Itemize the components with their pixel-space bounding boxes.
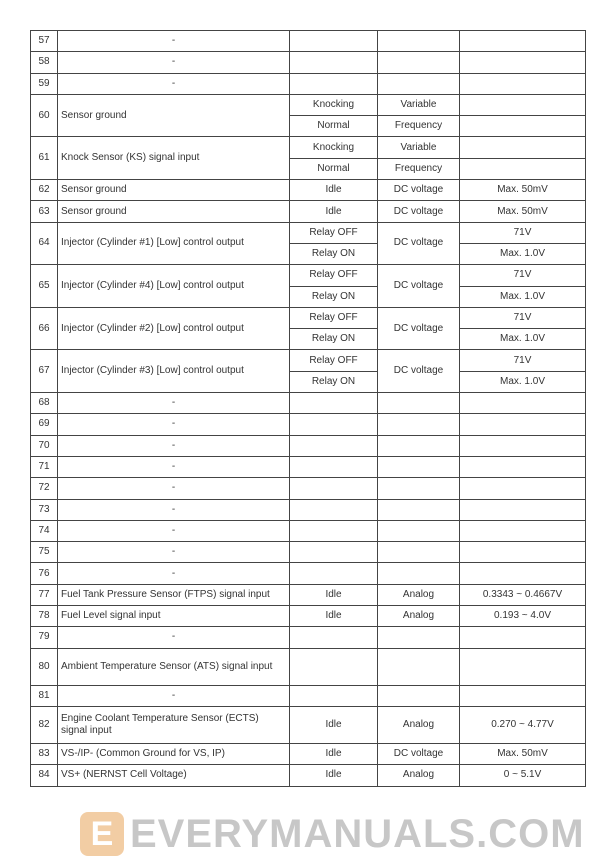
- table-row: [31, 542, 586, 563]
- pin-number: 83: [31, 743, 58, 764]
- condition: [290, 52, 378, 73]
- pin-description: Sensor ground: [58, 201, 290, 222]
- spec-value: Max. 1.0V: [460, 286, 586, 307]
- table-row: [31, 94, 586, 115]
- pin-description: Injector (Cylinder #1) [Low] control output: [58, 222, 290, 265]
- signal-type: Analog: [378, 606, 460, 627]
- signal-type: [378, 563, 460, 584]
- pin-number: 77: [31, 584, 58, 605]
- pin-number: 74: [31, 520, 58, 541]
- signal-type: [378, 542, 460, 563]
- pin-number: 57: [31, 31, 58, 52]
- condition: [290, 435, 378, 456]
- pin-number: 70: [31, 435, 58, 456]
- signal-type: [378, 499, 460, 520]
- table-row: [31, 137, 586, 158]
- pin-description: VS+ (NERNST Cell Voltage): [58, 765, 290, 786]
- condition: Idle: [290, 180, 378, 201]
- pin-description: Injector (Cylinder #2) [Low] control output: [58, 307, 290, 350]
- spec-value: 0 ~ 5.1V: [460, 765, 586, 786]
- pin-description: -: [58, 685, 290, 706]
- spec-value: 71V: [460, 350, 586, 371]
- condition: Idle: [290, 706, 378, 743]
- pin-number: 59: [31, 73, 58, 94]
- condition: [290, 648, 378, 685]
- table-row: [31, 265, 586, 286]
- pin-number: 73: [31, 499, 58, 520]
- pin-number: 81: [31, 685, 58, 706]
- table-row: [31, 201, 586, 222]
- table-row: [31, 606, 586, 627]
- table-row: [31, 765, 586, 786]
- pin-number: 80: [31, 648, 58, 685]
- pin-number: 79: [31, 627, 58, 648]
- pin-number: 62: [31, 180, 58, 201]
- pin-description: Injector (Cylinder #3) [Low] control output: [58, 350, 290, 393]
- signal-type: [378, 685, 460, 706]
- signal-type: [378, 648, 460, 685]
- signal-type: [378, 520, 460, 541]
- pin-description: Sensor ground: [58, 180, 290, 201]
- pin-description: Ambient Temperature Sensor (ATS) signal input: [58, 648, 290, 685]
- pin-number: 69: [31, 414, 58, 435]
- signal-type: [378, 478, 460, 499]
- signal-type: DC voltage: [378, 180, 460, 201]
- signal-type: DC voltage: [378, 350, 460, 393]
- condition: Relay ON: [290, 329, 378, 350]
- condition: [290, 542, 378, 563]
- pin-description: -: [58, 435, 290, 456]
- pin-description: Injector (Cylinder #4) [Low] control output: [58, 265, 290, 308]
- spec-value: Max. 1.0V: [460, 243, 586, 264]
- table-row: [31, 435, 586, 456]
- signal-type: DC voltage: [378, 307, 460, 350]
- signal-type: Frequency: [378, 116, 460, 137]
- watermark-logo-icon: E: [80, 812, 124, 856]
- table-row: [31, 685, 586, 706]
- pin-number: 82: [31, 706, 58, 743]
- condition: [290, 685, 378, 706]
- table-row: [31, 52, 586, 73]
- condition: Relay OFF: [290, 350, 378, 371]
- pin-number: 63: [31, 201, 58, 222]
- signal-type: Analog: [378, 765, 460, 786]
- signal-type: Variable: [378, 137, 460, 158]
- pin-description: -: [58, 627, 290, 648]
- table-row: [31, 456, 586, 477]
- pin-table: [30, 30, 586, 787]
- spec-value: [460, 627, 586, 648]
- signal-type: DC voltage: [378, 743, 460, 764]
- table-row: [31, 393, 586, 414]
- signal-type: [378, 393, 460, 414]
- condition: [290, 393, 378, 414]
- pin-number: 84: [31, 765, 58, 786]
- spec-value: [460, 94, 586, 115]
- condition: Idle: [290, 765, 378, 786]
- pin-description: -: [58, 499, 290, 520]
- spec-value: Max. 1.0V: [460, 371, 586, 392]
- spec-value: Max. 50mV: [460, 201, 586, 222]
- condition: Normal: [290, 158, 378, 179]
- condition: Relay ON: [290, 371, 378, 392]
- table-row: [31, 478, 586, 499]
- signal-type: DC voltage: [378, 201, 460, 222]
- signal-type: Analog: [378, 706, 460, 743]
- signal-type: [378, 52, 460, 73]
- signal-type: Variable: [378, 94, 460, 115]
- pin-description: Sensor ground: [58, 94, 290, 137]
- condition: Idle: [290, 743, 378, 764]
- pin-number: 61: [31, 137, 58, 180]
- table-row: [31, 499, 586, 520]
- signal-type: [378, 73, 460, 94]
- spec-value: [460, 393, 586, 414]
- pin-description: Engine Coolant Temperature Sensor (ECTS) signal input: [58, 706, 290, 743]
- condition: Relay OFF: [290, 222, 378, 243]
- spec-value: 0.3343 ~ 0.4667V: [460, 584, 586, 605]
- spec-value: [460, 478, 586, 499]
- condition: Normal: [290, 116, 378, 137]
- signal-type: [378, 435, 460, 456]
- signal-type: Analog: [378, 584, 460, 605]
- pin-description: Fuel Level signal input: [58, 606, 290, 627]
- pin-description: Knock Sensor (KS) signal input: [58, 137, 290, 180]
- signal-type: [378, 414, 460, 435]
- pin-number: 66: [31, 307, 58, 350]
- table-row: [31, 584, 586, 605]
- condition: Relay ON: [290, 286, 378, 307]
- spec-value: [460, 52, 586, 73]
- signal-type: DC voltage: [378, 222, 460, 265]
- table-row: [31, 414, 586, 435]
- pin-number: 71: [31, 456, 58, 477]
- spec-value: [460, 414, 586, 435]
- condition: [290, 499, 378, 520]
- condition: Relay OFF: [290, 265, 378, 286]
- pin-number: 60: [31, 94, 58, 137]
- watermark: [80, 812, 585, 856]
- signal-type: DC voltage: [378, 265, 460, 308]
- pin-description: -: [58, 456, 290, 477]
- condition: Knocking: [290, 94, 378, 115]
- pin-number: 76: [31, 563, 58, 584]
- spec-value: [460, 456, 586, 477]
- pin-description: -: [58, 52, 290, 73]
- spec-value: [460, 563, 586, 584]
- table-row: [31, 222, 586, 243]
- condition: [290, 73, 378, 94]
- pin-description: VS-/IP- (Common Ground for VS, IP): [58, 743, 290, 764]
- spec-value: [460, 137, 586, 158]
- condition: Idle: [290, 201, 378, 222]
- pin-number: 68: [31, 393, 58, 414]
- condition: [290, 627, 378, 648]
- condition: Idle: [290, 606, 378, 627]
- pin-number: 78: [31, 606, 58, 627]
- pin-number: 67: [31, 350, 58, 393]
- spec-value: 71V: [460, 222, 586, 243]
- spec-value: Max. 50mV: [460, 180, 586, 201]
- condition: [290, 456, 378, 477]
- spec-value: [460, 435, 586, 456]
- condition: [290, 31, 378, 52]
- pin-description: -: [58, 393, 290, 414]
- pin-number: 72: [31, 478, 58, 499]
- spec-value: [460, 158, 586, 179]
- signal-type: [378, 31, 460, 52]
- pin-description: -: [58, 563, 290, 584]
- spec-value: [460, 116, 586, 137]
- table-row: [31, 627, 586, 648]
- spec-value: 0.270 ~ 4.77V: [460, 706, 586, 743]
- spec-value: [460, 542, 586, 563]
- condition: Relay OFF: [290, 307, 378, 328]
- table-row: [31, 563, 586, 584]
- pin-description: -: [58, 414, 290, 435]
- table-row: [31, 73, 586, 94]
- condition: [290, 478, 378, 499]
- pin-number: 75: [31, 542, 58, 563]
- watermark-text: EVERYMANUALS.COM: [130, 812, 585, 856]
- pin-description: Fuel Tank Pressure Sensor (FTPS) signal input: [58, 584, 290, 605]
- pin-description: -: [58, 542, 290, 563]
- table-row: [31, 648, 586, 685]
- table-row: [31, 520, 586, 541]
- signal-type: Frequency: [378, 158, 460, 179]
- spec-value: [460, 520, 586, 541]
- pin-description: -: [58, 73, 290, 94]
- table-row: [31, 307, 586, 328]
- spec-value: [460, 685, 586, 706]
- spec-value: [460, 499, 586, 520]
- pin-description: -: [58, 478, 290, 499]
- table-row: [31, 743, 586, 764]
- spec-value: 71V: [460, 307, 586, 328]
- pin-number: 65: [31, 265, 58, 308]
- spec-value: [460, 73, 586, 94]
- spec-value: Max. 50mV: [460, 743, 586, 764]
- spec-value: Max. 1.0V: [460, 329, 586, 350]
- spec-value: [460, 648, 586, 685]
- spec-value: [460, 31, 586, 52]
- table-row: [31, 31, 586, 52]
- pin-number: 64: [31, 222, 58, 265]
- condition: Knocking: [290, 137, 378, 158]
- spec-value: 0.193 ~ 4.0V: [460, 606, 586, 627]
- signal-type: [378, 456, 460, 477]
- pin-description: -: [58, 520, 290, 541]
- spec-value: 71V: [460, 265, 586, 286]
- pin-description: -: [58, 31, 290, 52]
- pin-number: 58: [31, 52, 58, 73]
- condition: [290, 563, 378, 584]
- condition: [290, 520, 378, 541]
- table-row: [31, 706, 586, 743]
- signal-type: [378, 627, 460, 648]
- table-row: [31, 350, 586, 371]
- condition: [290, 414, 378, 435]
- condition: Relay ON: [290, 243, 378, 264]
- table-row: [31, 180, 586, 201]
- condition: Idle: [290, 584, 378, 605]
